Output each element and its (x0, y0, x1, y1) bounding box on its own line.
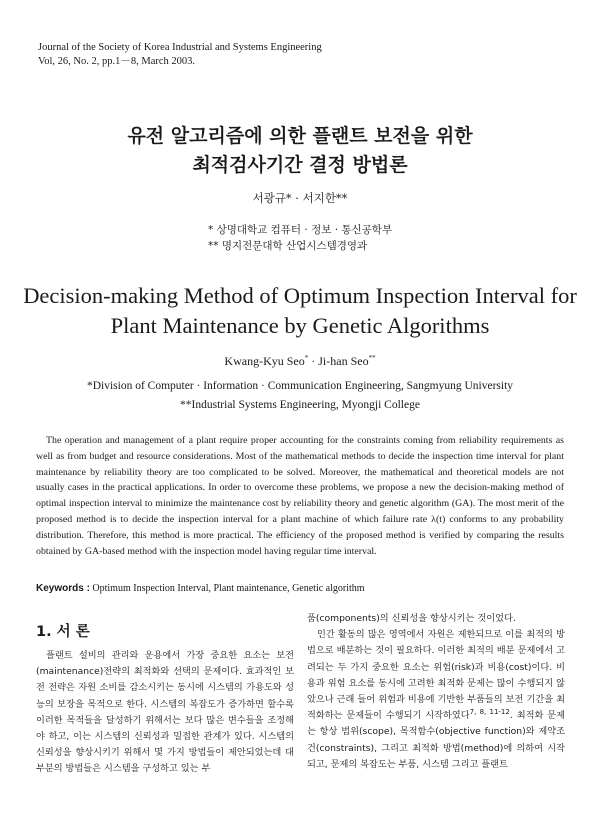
keywords-label: Keywords : (36, 583, 90, 594)
body-paragraph-continued: 품(components)의 신뢰성을 향상시키는 것이었다. (307, 613, 516, 624)
journal-name: Journal of the Society of Korea Industrial and Systems Engineering (38, 42, 322, 53)
korean-affiliation-2: ** 명지전문대학 산업시스템경영과 (208, 240, 368, 252)
author-2-mark: ** (368, 354, 376, 362)
english-affiliation-1: *Division of Computer · Information · Communication Engineering, Sangmyung University (86, 380, 514, 392)
english-title-line1: Decision-making Method of Optimum Inspection Interval for (23, 283, 577, 308)
korean-affiliation-1: * 상명대학교 컴퓨터 · 정보 · 통신공학부 (208, 224, 393, 236)
english-title-line2: Plant Maintenance by Genetic Algorithms (110, 313, 490, 338)
journal-volume: Vol, 26, No. 2, pp.1－8, March 2003. (38, 56, 196, 67)
author-2: Ji-han Seo (318, 354, 369, 368)
keywords (36, 583, 365, 594)
section-heading: 1. 서 론 (36, 624, 90, 640)
english-authors (0, 354, 600, 369)
korean-title-line2: 최적검사기간 결정 방법론 (192, 154, 408, 176)
journal-citation (38, 41, 322, 69)
author-1-mark: * (304, 354, 309, 362)
body-paragraph-2 (307, 627, 565, 773)
author-1: Kwang-Kyu Seo (224, 354, 305, 368)
body-paragraph-2-text-cont: . 최적화 문제는 항상 범위(scope), 목적함수(objective function)와 제약조건(constraints), 그리고 최적화 방법(method)에 의하여 시작되고, 문제의 복잡도는 부품, 시스템 그리고 플랜트 (307, 710, 565, 770)
abstract (36, 433, 564, 559)
body-paragraph: 플랜트 설비의 관리와 운용에서 가장 중요한 요소는 보전(maintenance)전략의 최적화와 선택의 문제이다. 효과적인 보전 전략은 자원 소비를 감소시키는 동시에 시스템의 가용도와 성능의 보장을 목적으로 한다. 시스템의 복잡도가 증가하면 할수록 이러한 목적들을 달성하기 위해서는 보다 많은 변수들을 조정해야 하고, 이는 시스템의 신뢰성과 밀접한 관계가 있다. 시스템의 신뢰성을 향상시키기 위해서 몇 가지 방법들이 제안되었는데 대부분의 방법들은 시스템을 구성하고 있는 부 (36, 650, 294, 775)
body-paragraph-2-text: 인간 활동의 많은 영역에서 자원은 제한되므로 이를 최적의 방법으로 배분하는 것이 필요하다. 이러한 최적의 배분 문제에서 고려되는 두 가지 중요한 요소는 위험(risk)과 비용(cost)이다. 비용과 위험 요소를 동시에 고려한 최적화 문제는 많이 수행되지 않았으나 근래 들어 위험과 비용에 기반한 부품들의 보전 기간을 최적화하는 문제들이 수행되기 시작하였다 (307, 629, 565, 722)
english-affiliation-2: **Industrial Systems Engineering, Myongji College (180, 399, 420, 411)
author-separator: · (308, 354, 319, 368)
abstract-text: The operation and management of a plant require proper accounting for the constraints coming from reliability requirements as well as from budget and resource considerations. Most of the mathematical methods to decide the inspection time interval for plant maintenance by reliability theory are too complicated to be solved. Moreover, the mathematical and theoretical models are not usually cases in the practical applications. In order to overcome these problems, we propose a new the decision-making method of optimal inspection interval to minimize the maintenance cost by reliability theory and genetic algorithm (GA). The most merit of the proposed method is to decide the inspection interval for a plant machine of which failure rate λ(t) conforms to any probability distribution. Therefore, this method is more practical. The efficiency of the proposed method is verified by comparing the results obtained by GA-based method with the inspection model having regular time interval. (36, 435, 564, 557)
body-left-column (36, 648, 294, 778)
citation-reference: 7, 8, 11-12 (469, 708, 510, 717)
body-right-column (307, 611, 565, 773)
keywords-text: Optimum Inspection Interval, Plant maintenance, Genetic algorithm (89, 583, 365, 594)
korean-authors: 서광규* · 서지한** (252, 191, 348, 205)
korean-title-line1: 유전 알고리즘에 의한 플랜트 보전을 위한 (127, 125, 473, 147)
